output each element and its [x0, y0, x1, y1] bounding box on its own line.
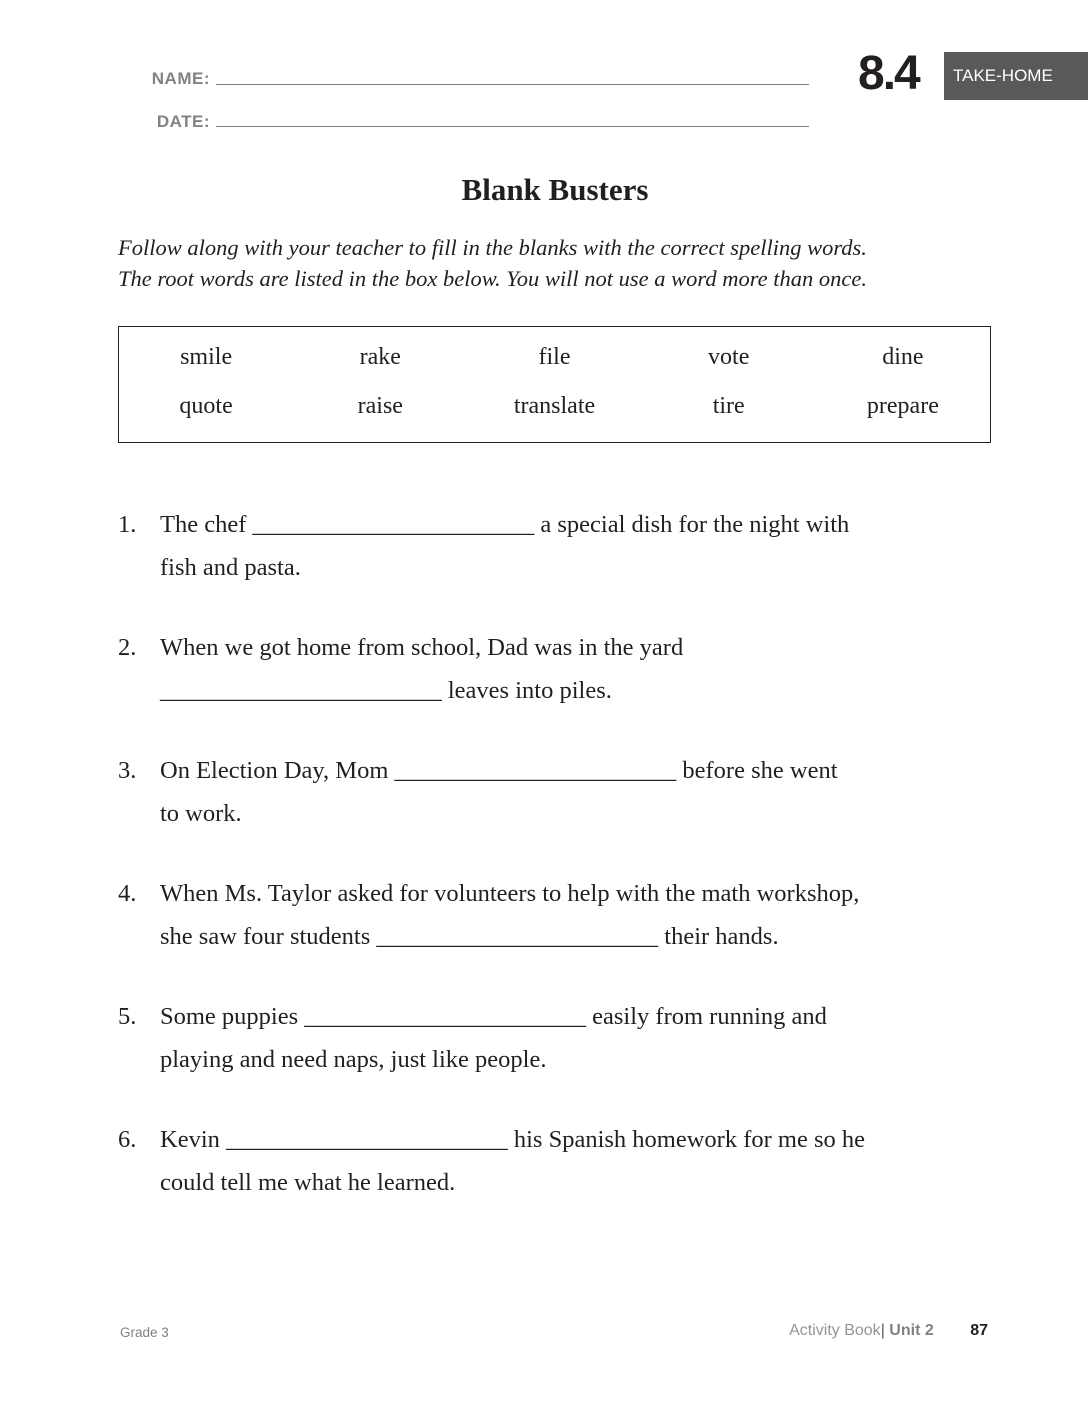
word-item: quote — [179, 392, 233, 419]
word-item: file — [538, 344, 571, 370]
question-line: On Election Day, Mom _______________________ before she went — [160, 757, 838, 784]
question-text[interactable] — [160, 749, 1010, 835]
footer-separator: | — [880, 1322, 885, 1339]
question-number: 1. — [118, 511, 137, 538]
question-item — [118, 995, 1018, 1118]
question-line: When we got home from school, Dad was in the yard — [160, 634, 684, 661]
question-line: fish and pasta. — [160, 554, 301, 581]
question-line: The chef _______________________ a special dish for the night with — [160, 511, 850, 538]
word-item: rake — [359, 344, 401, 370]
instructions-line-2: The root words are listed in the box below. You will not use a word more than once. — [118, 266, 867, 291]
question-item — [118, 749, 1018, 872]
question-text[interactable] — [160, 872, 1010, 958]
lesson-number: 8.4 — [858, 47, 919, 100]
question-text[interactable] — [160, 626, 1010, 712]
footer-book: Activity Book — [789, 1322, 881, 1339]
footer-unit: Unit 2 — [889, 1322, 934, 1339]
word-item: raise — [357, 392, 403, 419]
question-line: could tell me what he learned. — [160, 1169, 456, 1196]
question-number: 3. — [118, 757, 137, 784]
instructions-line-1: Follow along with your teacher to fill in the blanks with the correct spelling words. — [118, 235, 867, 260]
question-item — [118, 626, 1018, 749]
page-title: Blank Busters — [461, 172, 649, 207]
question-line: she saw four students _______________________ their hands. — [160, 923, 779, 950]
question-item — [118, 872, 1018, 995]
question-number: 4. — [118, 880, 137, 907]
word-item: translate — [513, 392, 596, 419]
word-box — [118, 326, 991, 443]
take-home-tab: TAKE-HOME — [944, 52, 1088, 100]
question-line: to work. — [160, 800, 242, 827]
question-line: Some puppies _______________________ easily from running and — [160, 1003, 827, 1030]
question-line: When Ms. Taylor asked for volunteers to help with the math workshop, — [160, 880, 860, 907]
question-item — [118, 503, 1018, 626]
page-number: 87 — [970, 1322, 988, 1339]
question-line: _______________________ leaves into piles. — [160, 677, 612, 704]
date-label: DATE: — [156, 112, 210, 131]
footer-right — [789, 1322, 988, 1340]
question-text[interactable] — [160, 1118, 1010, 1204]
question-item — [118, 1118, 1018, 1241]
word-item: vote — [708, 344, 750, 370]
word-item: smile — [180, 344, 233, 370]
question-line: Kevin _______________________ his Spanish homework for me so he — [160, 1126, 865, 1153]
question-text[interactable] — [160, 995, 1010, 1081]
name-label: NAME: — [151, 69, 210, 88]
name-line[interactable] — [216, 84, 809, 85]
question-number: 2. — [118, 634, 137, 661]
instructions — [118, 232, 1018, 294]
word-item: tire — [712, 392, 745, 419]
footer-grade: Grade 3 — [120, 1325, 169, 1340]
question-text[interactable] — [160, 503, 1010, 589]
question-number: 6. — [118, 1126, 137, 1153]
word-item: prepare — [866, 392, 939, 419]
question-list — [118, 503, 1018, 1241]
date-line[interactable] — [216, 126, 809, 127]
question-line: playing and need naps, just like people. — [160, 1046, 547, 1073]
word-item: dine — [882, 344, 924, 370]
question-number: 5. — [118, 1003, 137, 1030]
